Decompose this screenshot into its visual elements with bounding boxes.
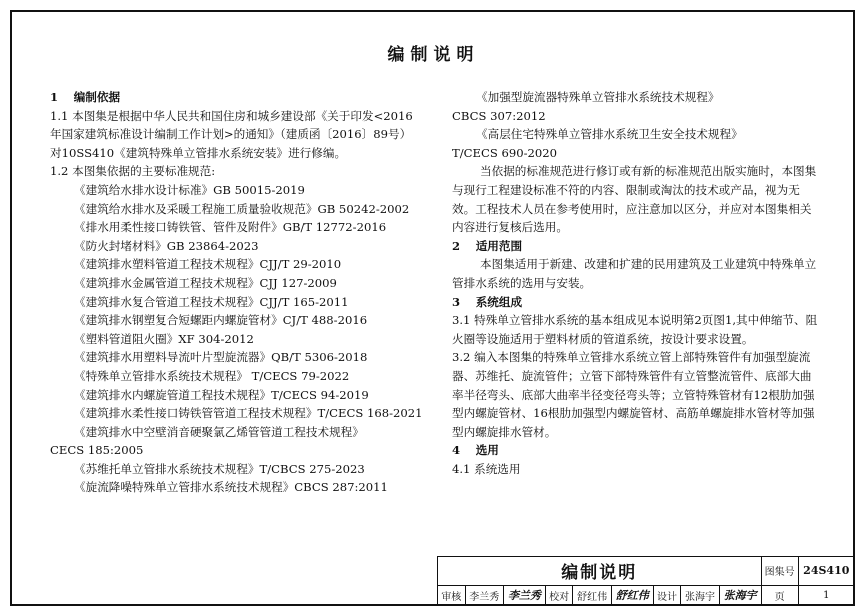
section-1-heading: 1 编制依据 bbox=[50, 90, 121, 104]
standard-item: 《建筑给水排水及采暖工程施工质量验收规范》GB 50242-2002 bbox=[74, 201, 410, 216]
reviewer-name: 李兰秀 bbox=[465, 585, 504, 605]
standard-item: 《加强型旋流器特殊单立管排水系统技术规程》 bbox=[476, 90, 720, 104]
designer-name: 张海宇 bbox=[681, 585, 720, 605]
right-column bbox=[452, 88, 822, 478]
designer-signature: 张海宇 bbox=[719, 585, 761, 605]
paragraph-3-2: 3.2 编入本图集的特殊单立管排水系统立管上部特殊管件有加强型旋流器、苏维托、旋流管件；立管下部特殊管件有立管整流管件、底部大曲率半径弯头、底部大曲率半径变径弯头等；立管特殊管材有12根肋加强型内螺旋管材、16根肋加强型内螺旋管材、高筋单螺旋排水管材等加强型内螺旋排水管材。 bbox=[452, 350, 815, 439]
scope-paragraph: 本图集适用于新建、改建和扩建的民用建筑及工业建筑中特殊单立管排水系统的选用与安装。 bbox=[452, 257, 817, 290]
standard-item: 《建筑排水用塑料导流叶片型旋流器》QB/T 5306-2018 bbox=[74, 350, 368, 365]
standard-item: 《苏维托单立管排水系统技术规程》T/CBCS 275-2023 bbox=[74, 461, 365, 476]
standard-item: 《建筑排水金属管道工程技术规程》CJJ 127-2009 bbox=[74, 275, 337, 290]
reviewer-signature: 李兰秀 bbox=[504, 585, 546, 605]
standards-note-paragraph: 当依据的标准规范进行修订或有新的标准规范出版实施时，本图集与现行工程建设标准不符的内容、限制或淘汰的技术或产品，视为无效。工程技术人员在参考使用时，应注意加以区分，并应对本图集相关内容进行复核后选用。 bbox=[452, 164, 817, 235]
standard-item-continued: CBCS 307:2012 bbox=[452, 108, 546, 123]
paragraph-3-1: 3.1 特殊单立管排水系统的基本组成见本说明第2页图1,其中伸缩节、阻火圈等设施适用于塑料材质的管道系统，按设计要求设置。 bbox=[452, 313, 818, 346]
standard-item: 《高层住宅特殊单立管排水系统卫生安全技术规程》 bbox=[476, 127, 743, 142]
page-title: 编制说明 bbox=[387, 45, 480, 65]
section-2-heading: 2 适用范围 bbox=[452, 238, 523, 253]
section-3-heading: 3 系统组成 bbox=[452, 294, 523, 309]
review-label: 审核 bbox=[438, 585, 466, 605]
left-column bbox=[50, 88, 422, 497]
section-4-heading: 4 选用 bbox=[452, 443, 499, 458]
atlas-number-label: 图集号 bbox=[761, 557, 798, 586]
paragraph-1-1: 1.1 本图集是根据中华人民共和国住房和城乡建设部《关于印发<2016年国家建筑标准设计编制工作计划>的通知》（建质函〔2016〕89号）对10SS410《建筑特殊单立管排水系统安装》进行修编。 bbox=[50, 108, 413, 160]
standard-item: 《特殊单立管排水系统技术规程》 T/CECS 79-2022 bbox=[74, 368, 350, 383]
proof-label: 校对 bbox=[545, 585, 573, 605]
atlas-number: 24S410 bbox=[798, 557, 854, 586]
standard-item: 《旋流降噪特殊单立管排水系统技术规程》CBCS 287:2011 bbox=[74, 480, 388, 495]
proofer-signature: 舒红伟 bbox=[611, 585, 653, 605]
standard-item: 《建筑排水中空壁消音硬聚氯乙烯管管道工程技术规程》 bbox=[74, 424, 364, 439]
standard-item: 《建筑排水柔性接口铸铁管管道工程技术规程》T/CECS 168-2021 bbox=[74, 406, 422, 421]
standard-item: 《建筑排水内螺旋管道工程技术规程》T/CECS 94-2019 bbox=[74, 387, 369, 402]
standard-item: 《建筑排水塑料管道工程技术规程》CJJ/T 29-2010 bbox=[74, 257, 342, 272]
title-block-title: 编制说明 bbox=[438, 557, 762, 586]
standard-item: 《建筑排水钢塑复合短螺距内螺旋管材》CJ/T 488-2016 bbox=[74, 313, 368, 328]
proofer-name: 舒红伟 bbox=[573, 585, 612, 605]
standard-item-continued: T/CECS 690-2020 bbox=[452, 145, 558, 160]
standard-item: 《排水用柔性接口铸铁管、管件及附件》GB/T 12772-2016 bbox=[74, 220, 387, 235]
standard-item: 《防火封堵材料》GB 23864-2023 bbox=[74, 238, 259, 253]
standard-item: 《塑料管道阻火圈》XF 304-2012 bbox=[74, 331, 254, 346]
standard-item: 《建筑排水复合管道工程技术规程》CJJ/T 165-2011 bbox=[74, 294, 349, 309]
standard-item: 《建筑给水排水设计标准》GB 50015-2019 bbox=[74, 182, 305, 197]
page-number: 1 bbox=[798, 585, 854, 605]
standard-item-continued: CECS 185:2005 bbox=[50, 443, 144, 458]
title-block bbox=[437, 556, 855, 606]
paragraph-1-2-intro: 1.2 本图集依据的主要标准规范: bbox=[50, 164, 216, 179]
page-label: 页 bbox=[761, 585, 798, 605]
paragraph-4-1: 4.1 系统选用 bbox=[452, 461, 521, 476]
design-label: 设计 bbox=[653, 585, 681, 605]
